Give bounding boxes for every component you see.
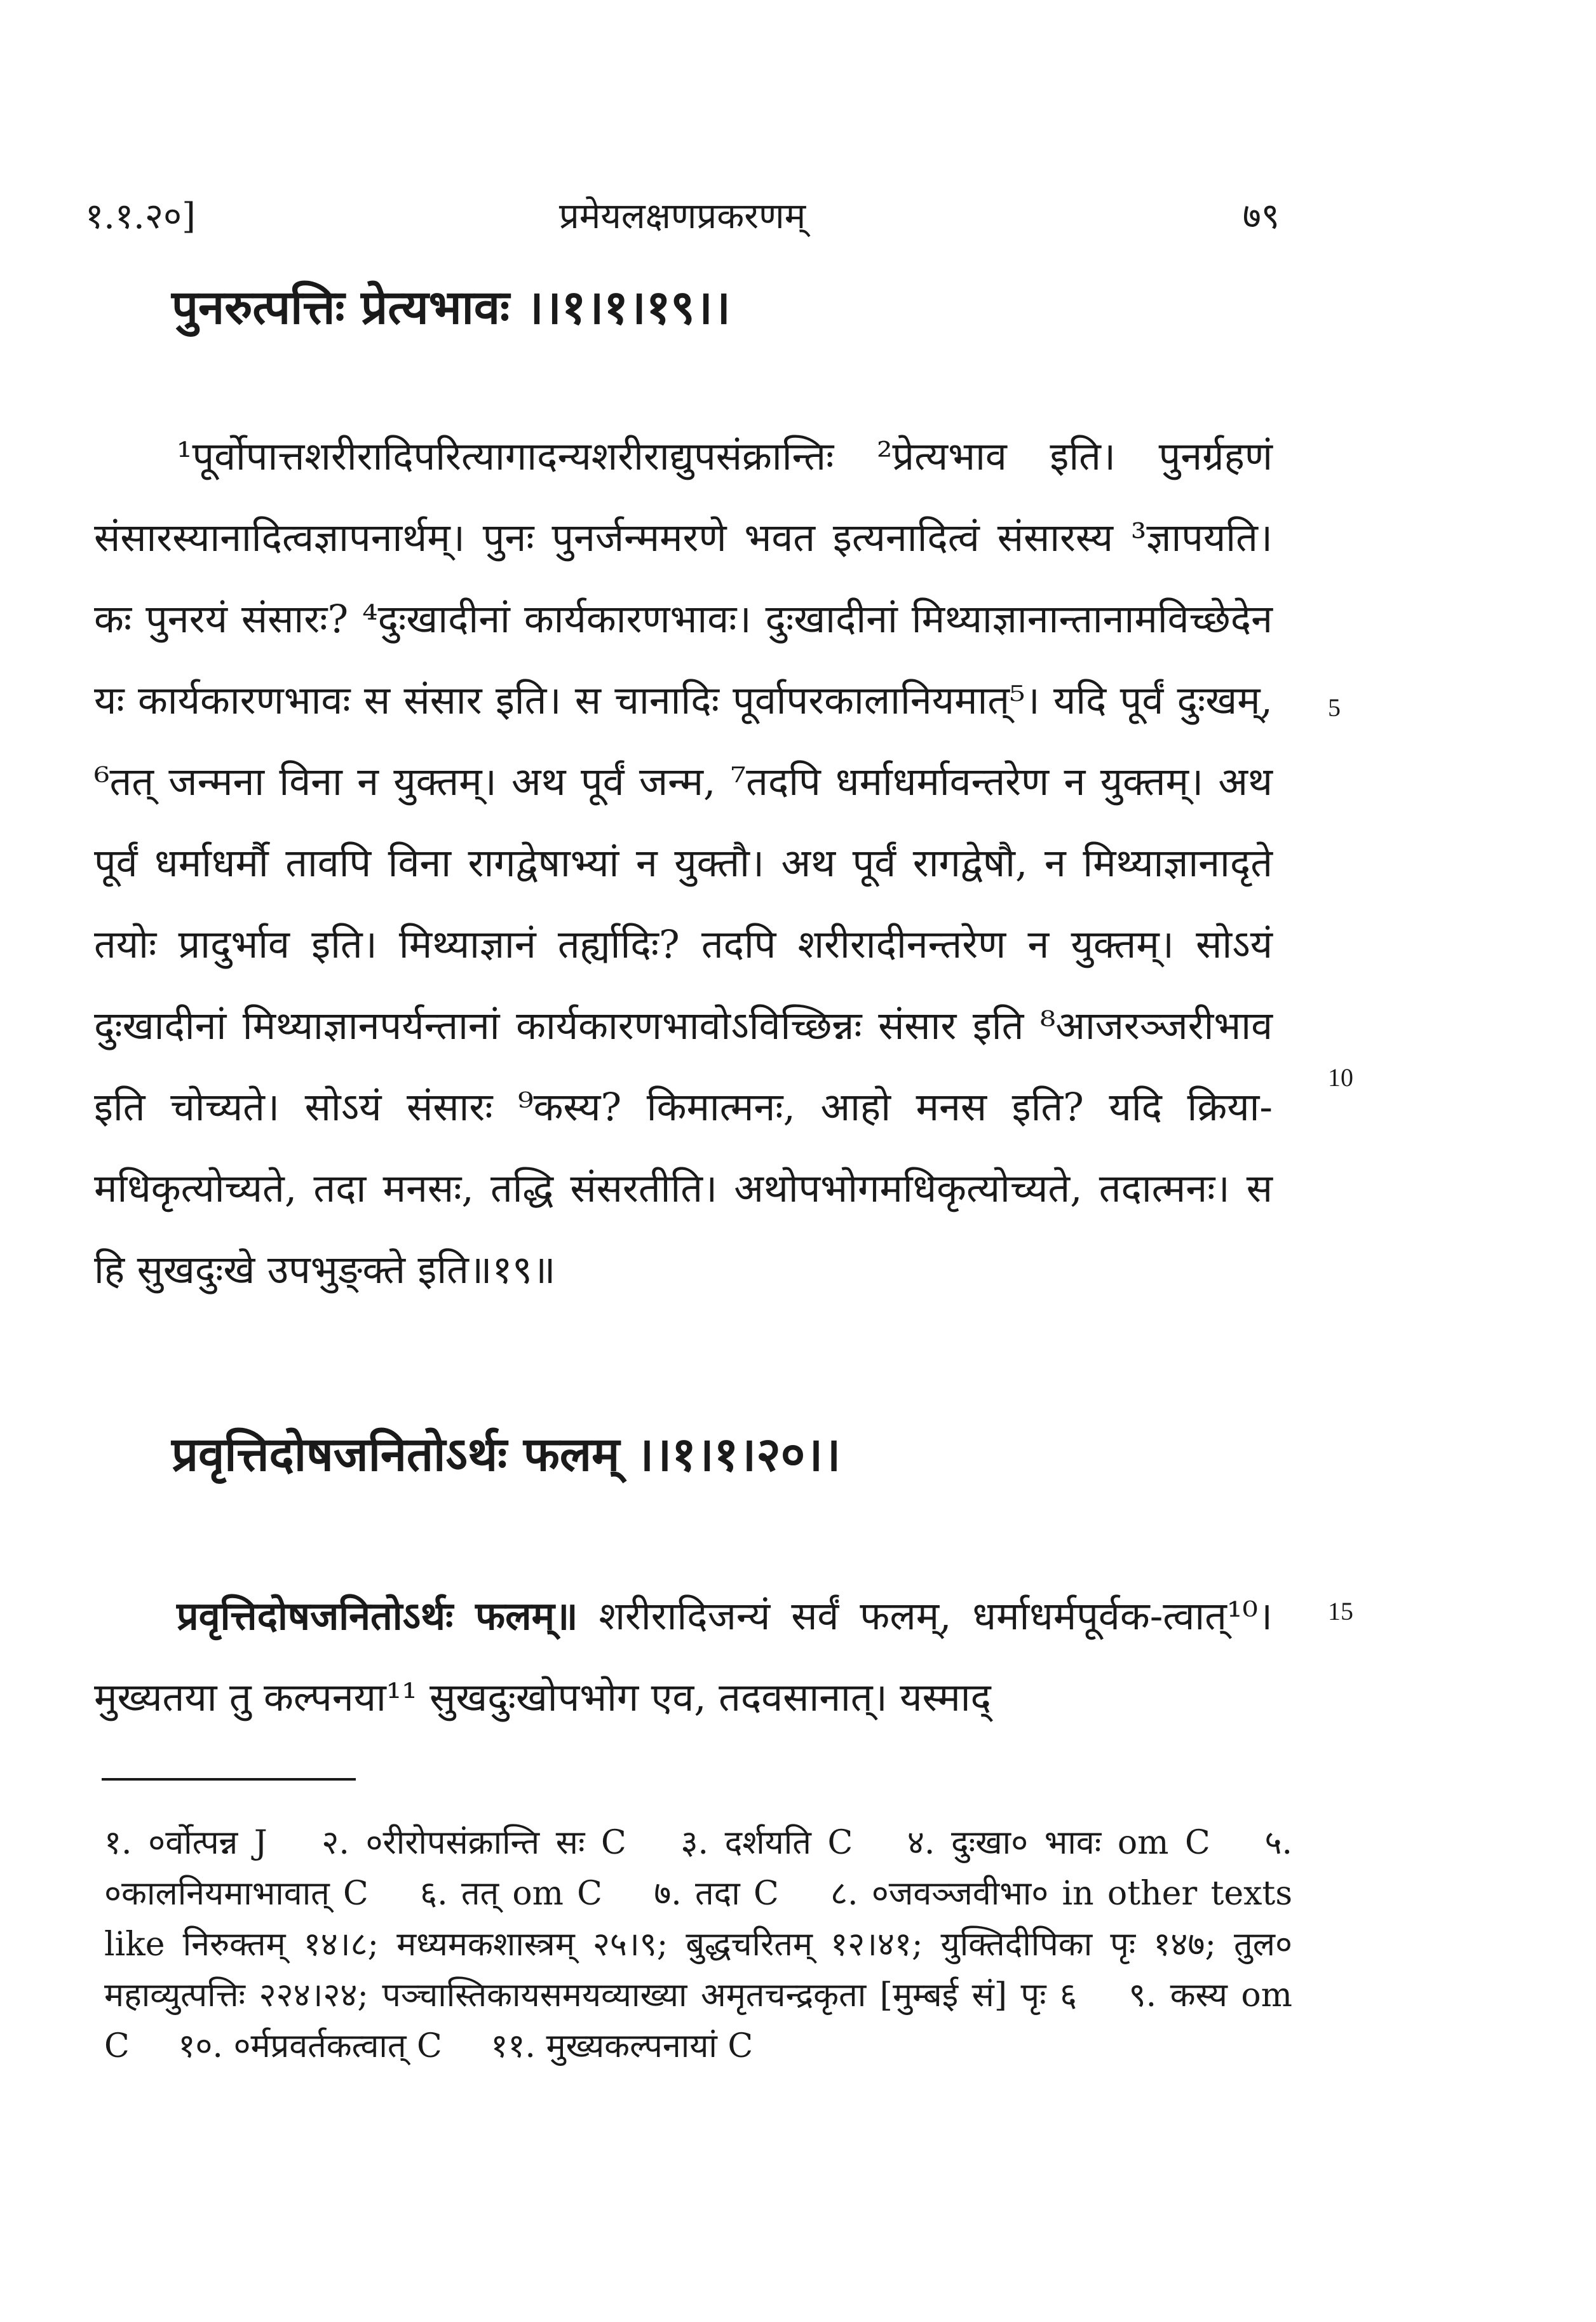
line-number-5: 5 xyxy=(1328,693,1341,722)
chapter-title: प्रमेयलक्षणप्रकरणम् xyxy=(558,196,806,237)
line-number-10: 10 xyxy=(1328,1063,1353,1092)
footnote-10: १०. ०र्मप्रवर्तकत्वात् C xyxy=(178,2027,442,2065)
footnote-3: ३. दर्शयति C xyxy=(680,1824,853,1862)
sutra-heading-19: पुनरुत्पत्तिः प्रेत्यभावः ।।१।१।१९।। xyxy=(172,280,731,335)
commentary-text: शरीरादिजन्यं सर्वं फलम्, धर्माधर्मपूर्वक-त्वात्¹⁰। मुख्यतया तु कल्पनया¹¹ सुखदुःखोपभोग एव, तदवसानात्। यस्माद् xyxy=(94,1594,1273,1720)
footnote-4: ४. दुःखा० भावः om C xyxy=(907,1824,1210,1862)
page-number: ७९ xyxy=(1242,196,1280,237)
footnote-6: ६. तत् om C xyxy=(420,1875,602,1913)
footnotes xyxy=(104,1817,1292,2072)
footnote-5: ५. ०कालनियमाभावात् C xyxy=(104,1824,1293,1913)
line-number-15: 15 xyxy=(1328,1597,1353,1626)
footnote-11: ११. मुख्यकल्पनायां C xyxy=(490,2027,754,2065)
footnote-8: ८. ०जवञ्जवीभा० in other texts like निरुक्तम् १४।८; मध्यमकशास्त्रम् २५।९; बुद्धचरितम् १२।४१; युक्तिदीपिका पृः १४७; तुल० महाव्युत्पत्तिः २२४।२४; पञ्चास्तिकायसमयव्याख्या अमृतचन्द्रकृता [मुम्बई सं] पृः ६ xyxy=(104,1875,1293,2014)
footnote-9: ९. कस्य om C xyxy=(104,1976,1292,2065)
footnote-1: १. ०र्वोत्पन्न J xyxy=(104,1824,267,1862)
sutra-lead-text: प्रवृत्तिदोषजनितोऽर्थः फलम्॥ xyxy=(177,1594,578,1639)
sutra-heading-20: प्रवृत्तिदोषजनितोऽर्थः फलम् ।।१।१।२०।। xyxy=(172,1427,841,1482)
section-reference: १.१.२०] xyxy=(85,196,196,237)
footnote-divider xyxy=(102,1778,356,1781)
footnote-7: ७. तदा C xyxy=(654,1875,779,1913)
commentary-paragraph-20 xyxy=(94,1576,1273,1739)
footnote-2: २. ०रीरोपसंक्रान्ति सः C xyxy=(321,1824,626,1862)
running-header xyxy=(85,191,1280,248)
commentary-paragraph-19: ¹पूर्वोपात्तशरीरादिपरित्यागादन्यशरीराद्युपसंक्रान्तिः ²प्रेत्यभाव इति। पुनर्ग्रहणं संसारस्यानादित्वज्ञापनार्थम्। पुनः पुनर्जन्ममरणे भवत इत्यनादित्वं संसारस्य ³ज्ञापयति। कः पुनरयं संसारः? ⁴दुःखादीनां कार्यकारणभावः। दुःखादीनां मिथ्याज्ञानान्तानामविच्छेदेन यः कार्यकारणभावः स संसार इति। स चानादिः पूर्वापरकालानियमात्⁵। यदि पूर्वं दुःखम्, ⁶तत् जन्मना विना न युक्तम्। अथ पूर्वं जन्म, ⁷तदपि धर्माधर्मावन्तरेण न युक्तम्। अथ पूर्वं धर्माधर्मौ तावपि विना रागद्वेषाभ्यां न युक्तौ। अथ पूर्वं रागद्वेषौ, न मिथ्याज्ञानादृते तयोः प्रादुर्भाव इति। मिथ्याज्ञानं तर्ह्यादिः? तदपि शरीरादीनन्तरेण न युक्तम्। सोऽयं दुःखादीनां मिथ्याज्ञानपर्यन्तानां कार्यकारणभावोऽविच्छिन्नः संसार इति ⁸आजरञ्जरीभाव इति चोच्यते। सोऽयं संसारः ⁹कस्य? किमात्मनः, आहो मनस इति? यदि क्रिया-मधिकृत्योच्यते, तदा मनसः, तद्धि संसरतीति। अथोपभोगमधिकृत्योच्यते, तदात्मनः। स हि सुखदुःखे उपभुङ्क्ते इति॥१९॥ xyxy=(94,434,1273,1293)
